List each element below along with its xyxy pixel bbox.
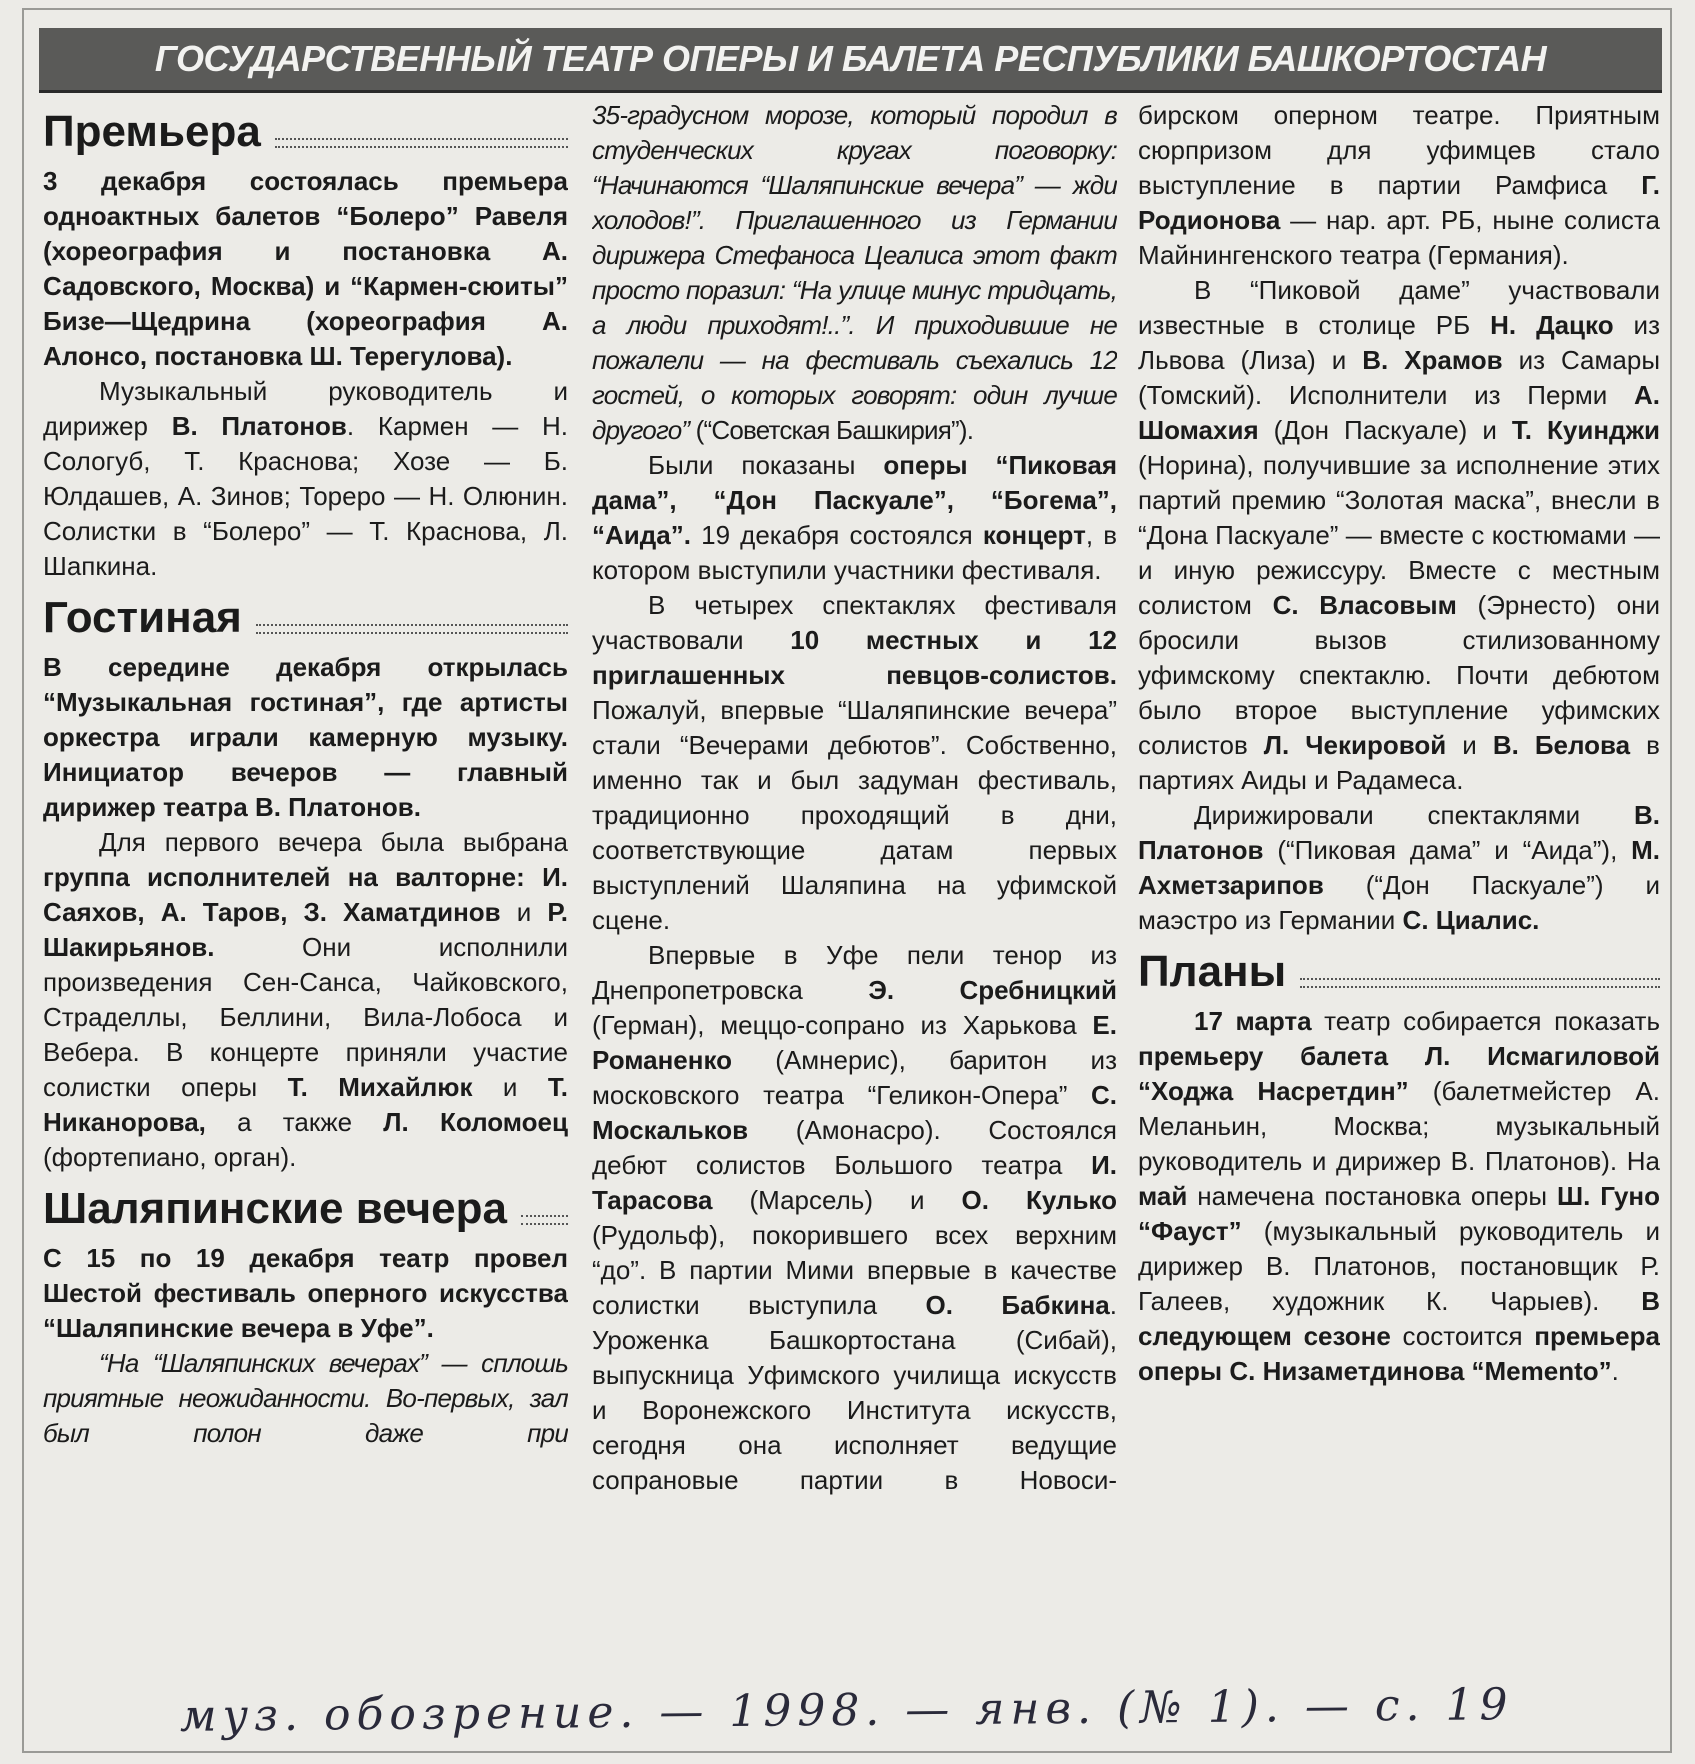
text-run: 19 декабря состоялся — [690, 520, 983, 550]
bold-text: О. Бабкина — [925, 1290, 1110, 1320]
article-paragraph — [1138, 273, 1660, 798]
bold-text: 10 местных и 12 приглашенных певцов-солистов. — [592, 625, 1117, 690]
bold-text: С. Власовым — [1272, 590, 1457, 620]
article-paragraph — [592, 938, 1117, 1498]
text-run: и — [472, 1072, 548, 1102]
text-run: “На “Шаляпинских вечерах” — сплошь приятные неожиданности. Во-первых, зал был полон даже при — [43, 1348, 568, 1448]
bold-text: Е. Романенко — [592, 1010, 1117, 1075]
text-run: . Кармен — Н. Сологуб, Т. Краснова; Хозе — Б. Юлдашев, А. Зинов; Тореро — Н. Олюнин. Солистки в “Болеро” — Т. Краснова, Л. Шапкина. — [43, 411, 568, 581]
text-run: из Самары (Томский). Исполнители из Перми — [1138, 345, 1660, 410]
bold-text: М. Ахметзарипов — [1138, 835, 1660, 900]
bold-text: Р. Шакирьянов. — [43, 897, 568, 962]
text-run: (Амнерис), баритон из московского театра “Геликон-Опера” — [592, 1045, 1117, 1110]
article-paragraph — [43, 374, 568, 584]
text-run: (Норина), получившие за исполнение этих партий премию “Золотая маска”, внесли в “Дона Паскуале” — вместе с костюмами — и иную режиссуру. Вместе с местным солистом — [1138, 450, 1660, 620]
text-run: (Эрнесто) они бросили вызов стилизованному уфимскому спектаклю. Почти дебютом было второе выступление уфимских солистов — [1138, 590, 1660, 760]
text-run: Были показаны — [648, 450, 884, 480]
text-run: намечена постановка оперы — [1187, 1181, 1557, 1211]
text-run: в партиях Аиды и Радамеса. — [1138, 730, 1660, 795]
article-paragraph — [43, 1241, 568, 1346]
section-heading — [1138, 944, 1660, 1000]
section-heading-text: Планы — [1138, 947, 1287, 996]
bold-text: В. Платонов — [171, 411, 347, 441]
text-run: Пожалуй, впервые “Шаляпинские вечера” стали “Вечерами дебютов”. Собственно, именно так и был задуман фестиваль, традиционно проходящий в дни, соответствующие датам первых выступлений Шаляпина на уфимской сцене. — [592, 695, 1117, 935]
text-run: Они исполнили произведения Сен-Санса, Чайковского, Страделлы, Беллини, Вила-Лобоса и Вебера. В концерте приняли участие солистки оперы — [43, 932, 568, 1102]
column-3 — [1138, 98, 1660, 1738]
bold-text: В следующем сезоне — [1138, 1286, 1660, 1351]
section-heading-text: Премьера — [43, 107, 261, 156]
section-heading — [43, 590, 568, 646]
text-run: В середине декабря открылась “Музыкальная гостиная”, где артисты оркестра играли камерную музыку. Инициатор вечеров — главный дирижер театра В. Платонов. — [43, 652, 568, 822]
bold-text: группа исполнителей на валторне: И. Саяхов, А. Таров, З. Хаматдинов — [43, 862, 568, 927]
bold-text: премьеру балета Л. Исмагиловой “Ходжа Насретдин” — [1138, 1041, 1660, 1106]
bold-text: Н. Дацко — [1490, 310, 1614, 340]
bold-text: В. Храмов — [1362, 345, 1503, 375]
section-heading-text: Гостиная — [43, 593, 242, 642]
text-run: . — [1611, 1356, 1619, 1386]
article-paragraph — [43, 1346, 568, 1451]
article-paragraph — [43, 650, 568, 825]
bold-text: Л. Коломоец — [383, 1107, 568, 1137]
bold-text: В. Платонов — [1138, 800, 1660, 865]
bold-text: оперы “Пиковая дама”, “Дон Паскуале”, “Богема”, “Аида”. — [592, 450, 1117, 550]
article-paragraph — [1138, 798, 1660, 938]
text-run: Дирижировали спектаклями — [1194, 800, 1634, 830]
bold-text: А. Шомахия — [1138, 380, 1660, 445]
text-run: (“Советская Башкирия”). — [689, 415, 974, 445]
bold-text: О. Кулько — [961, 1185, 1117, 1215]
text-run: (балетмейстер А. Меланьин, Москва; музыкальный руководитель и дирижер В. Платонов). На — [1138, 1076, 1660, 1176]
text-run: 35-градусном морозе, который породил в студенческих кругах поговорку: “Начинаются “Шаляпинские вечера” — жди холодов!”. Приглашенного из Германии дирижера Стефаноса Цеалиса этот факт просто поразил: “На улице минус тридцать, а люди приходят!..”. И приходившие не пожалели — на фестиваль съехались 12 гостей, о которых говорят: один лучше другого” — [592, 100, 1117, 445]
text-run: бирском оперном театре. Приятным сюрпризом для уфимцев стало выступление в партии Рамфиса — [1138, 100, 1660, 200]
article-paragraph — [592, 588, 1117, 938]
text-run: В четырех спектаклях фестиваля участвовали — [592, 590, 1117, 655]
article-paragraph — [1138, 1004, 1660, 1389]
text-run: (“Пиковая дама” и “Аида”), — [1263, 835, 1632, 865]
text-run: (фортепиано, орган). — [43, 1142, 297, 1172]
heading-rule — [1300, 978, 1660, 988]
masthead-banner — [39, 28, 1662, 93]
heading-rule — [521, 1215, 568, 1225]
text-run: а также — [205, 1107, 384, 1137]
bold-text: Л. Чекировой — [1263, 730, 1447, 760]
text-run: — нар. арт. РБ, ныне солиста Майнингенского театра (Германия). — [1138, 205, 1660, 270]
text-run: из Львова (Лиза) и — [1138, 310, 1660, 375]
section-heading — [43, 104, 568, 160]
section-heading-text: Шаляпинские вечера — [43, 1184, 507, 1233]
text-run: (Марсель) и — [712, 1185, 962, 1215]
article-paragraph — [592, 98, 1117, 448]
text-run: (Герман), меццо-сопрано из Харькова — [592, 1010, 1093, 1040]
bold-text: С. Циалис. — [1402, 905, 1540, 935]
text-run: (Амонасро). Состоялся дебют солистов Большого театра — [592, 1115, 1117, 1180]
text-run: , в котором выступили участники фестиваля. — [592, 520, 1117, 585]
column-2 — [592, 98, 1117, 1738]
article-paragraph — [592, 448, 1117, 588]
bold-text: Э. Сребницкий — [868, 975, 1117, 1005]
bold-text: Т. Михайлюк — [287, 1072, 473, 1102]
text-run: состоится — [1390, 1321, 1535, 1351]
bold-text: И. Тарасова — [592, 1150, 1117, 1215]
bold-text: 17 марта — [1194, 1006, 1312, 1036]
text-run: Впервые в Уфе пели тенор из Днепропетровска — [592, 940, 1117, 1005]
article-paragraph — [1138, 98, 1660, 273]
text-run: (Рудольф), покорившего всех верхним “до”. В партии Мими впервые в качестве солистки выступила — [592, 1220, 1117, 1320]
bold-text: концерт — [982, 520, 1086, 550]
bold-text: Ш. Гуно “Фауст” — [1138, 1181, 1660, 1246]
bold-text: премьера оперы С. Низаметдинова “Memento” — [1138, 1321, 1660, 1386]
masthead-title: ГОСУДАРСТВЕННЫЙ ТЕАТР ОПЕРЫ И БАЛЕТА РЕСПУБЛИКИ БАШКОРТОСТАН — [154, 38, 1547, 79]
text-run: (Дон Паскуале) и — [1258, 415, 1512, 445]
bold-text: май — [1138, 1181, 1188, 1211]
heading-rule — [256, 624, 568, 634]
bold-text: В. Белова — [1492, 730, 1631, 760]
bold-text: С. Москальков — [592, 1080, 1117, 1145]
section-heading — [43, 1181, 568, 1237]
article-paragraph — [43, 164, 568, 374]
text-run: театр собирается показать — [1311, 1006, 1660, 1036]
text-run: 3 декабря состоялась премьера одноактных балетов “Болеро” Равеля (хореография и постановка А. Садовского, Москва) и “Кармен-сюиты” Бизе—Щедрина (хореография А. Алонсо, постановка Ш. Терегулова). — [43, 166, 568, 371]
text-run: (музыкальный руководитель и дирижер В. Платонов, постановщик Р. Галеев, художник К. Чарыев). — [1138, 1216, 1660, 1316]
text-run: и — [1446, 730, 1493, 760]
bold-text: Г. Родионова — [1138, 170, 1660, 235]
text-run: Музыкальный руководитель и дирижер — [43, 376, 568, 441]
handwritten-citation: муз. обозрение. — 1998. — янв. (№ 1). — с. 19 — [179, 1679, 1514, 1742]
text-run: С 15 по 19 декабря театр провел Шестой фестиваль оперного искусства “Шаляпинские вечера в Уфе”. — [43, 1243, 568, 1343]
heading-rule — [275, 138, 568, 148]
bold-text: Т. Никанорова, — [43, 1072, 568, 1137]
text-run: (“Дон Паскуале”) и маэстро из Германии — [1138, 870, 1660, 935]
text-run: В “Пиковой даме” участвовали известные в столице РБ — [1138, 275, 1660, 340]
text-run: и — [500, 897, 548, 927]
text-run: Для первого вечера была выбрана — [99, 827, 568, 857]
article-paragraph — [43, 825, 568, 1175]
bold-text: Т. Куинджи — [1511, 415, 1660, 445]
text-run: . Уроженка Башкортостана (Сибай), выпускница Уфимского училища искусств и Воронежского Института искусств, сегодня она исполняет ведущие сопрановые партии в Новоси- — [592, 1290, 1117, 1495]
column-1 — [43, 98, 568, 1738]
